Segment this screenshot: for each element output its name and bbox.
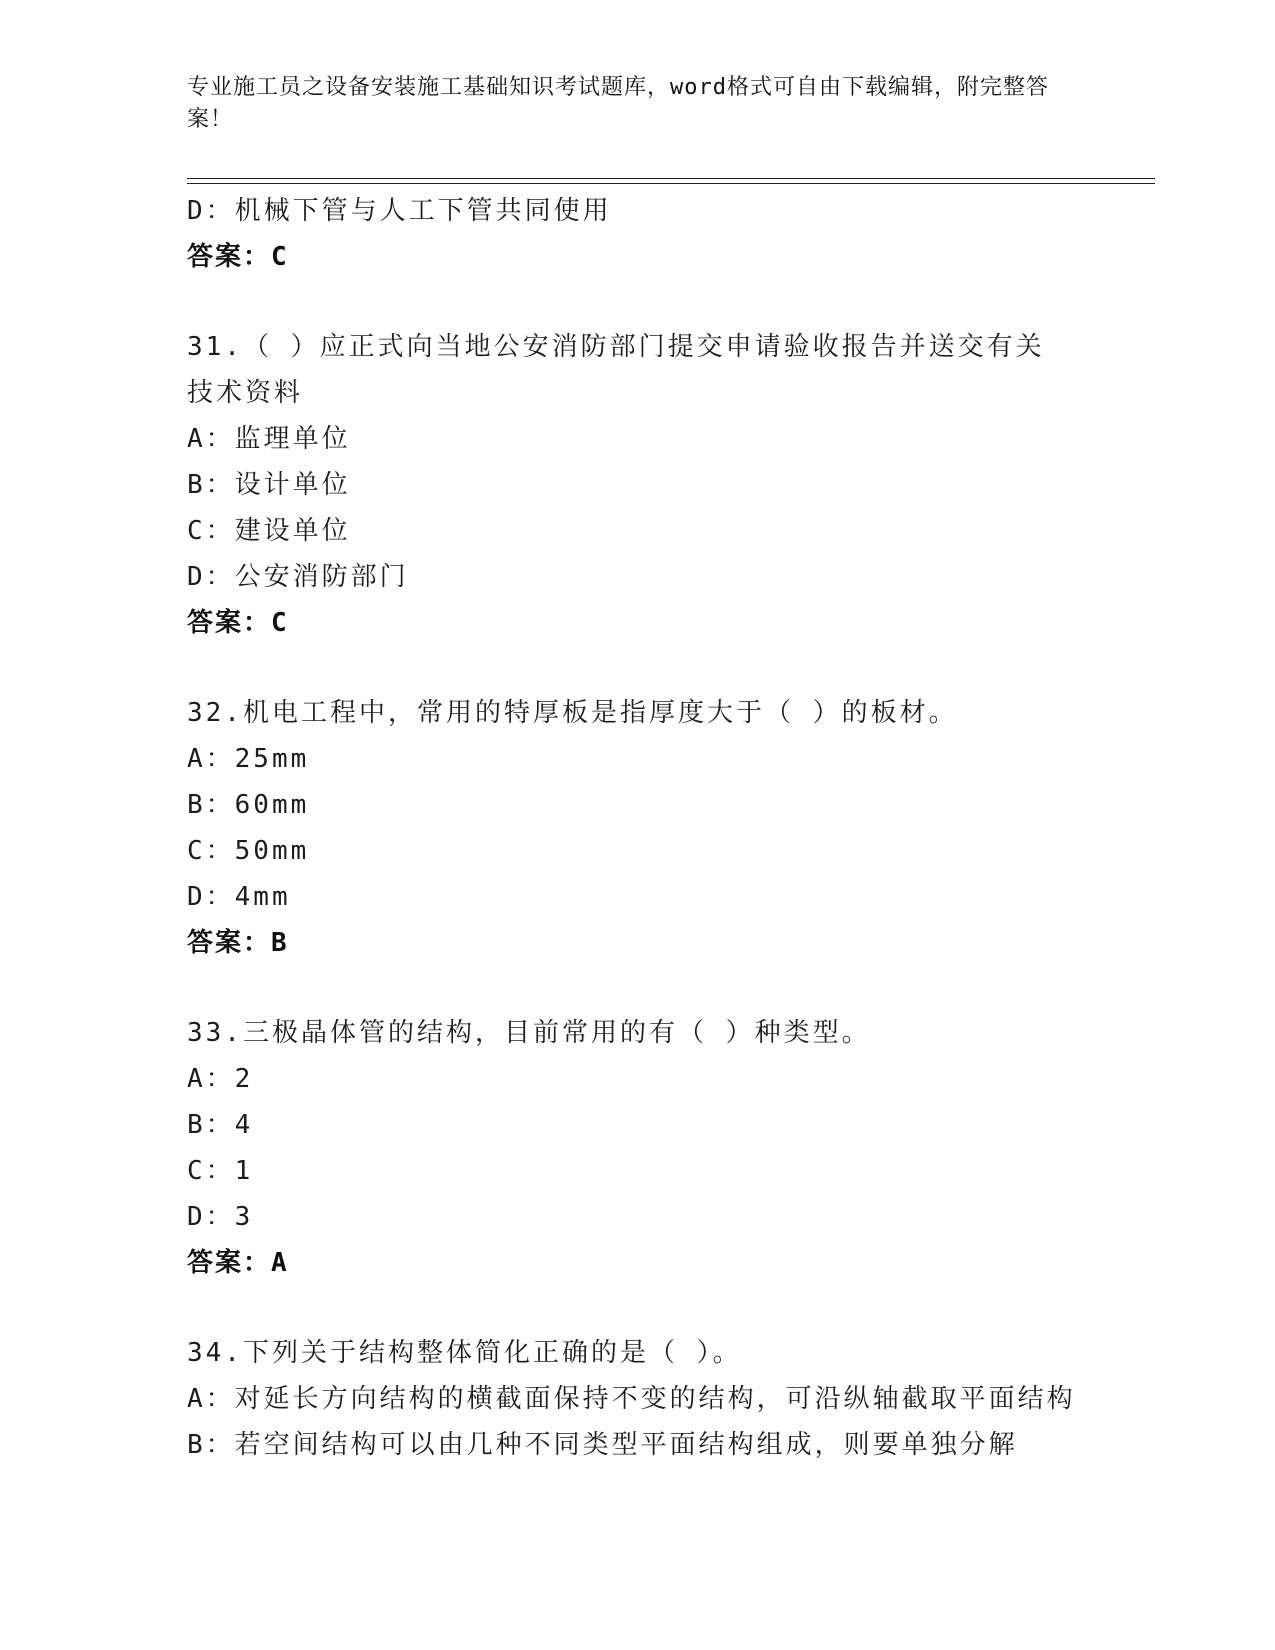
option-b: B：若空间结构可以由几种不同类型平面结构组成，则要单独分解: [187, 1430, 1018, 1460]
option-b: B：60mm: [187, 790, 310, 820]
option-a: A：监理单位: [187, 424, 351, 454]
option-c: C：50mm: [187, 836, 310, 866]
option-d: D：3: [187, 1202, 254, 1232]
option-a: A：25mm: [187, 744, 310, 774]
question-32: [187, 690, 1155, 966]
header-rule-bottom: [187, 183, 1155, 184]
question-30-answer: 答案：C: [187, 242, 289, 272]
question-30-option-d: D：机械下管与人工下管共同使用: [187, 196, 612, 226]
option-a: A：2: [187, 1064, 254, 1094]
option-d: D：4mm: [187, 882, 291, 912]
header-rule-top: [187, 178, 1155, 179]
document-header: 专业施工员之设备安装施工基础知识考试题库，word格式可自由下载编辑，附完整答案！: [187, 75, 1049, 132]
option-c: C：建设单位: [187, 516, 351, 546]
question-title: 31.（ ）应正式向当地公安消防部门提交申请验收报告并送交有关技术资料: [187, 332, 1045, 408]
question-title: 33.三极晶体管的结构，目前常用的有（ ）种类型。: [187, 1018, 871, 1048]
question-33: [187, 1010, 1155, 1286]
option-b: B：4: [187, 1110, 254, 1140]
question-title: 34.下列关于结构整体简化正确的是（ ）。: [187, 1338, 742, 1368]
question-content: [187, 188, 1155, 1468]
answer: 答案：B: [187, 928, 289, 958]
option-c: C：1: [187, 1156, 254, 1186]
question-title: 32.机电工程中，常用的特厚板是指厚度大于（ ）的板材。: [187, 698, 958, 728]
answer: 答案：C: [187, 608, 289, 638]
question-31: [187, 324, 1155, 646]
question-34: [187, 1330, 1155, 1468]
option-b: B：设计单位: [187, 470, 351, 500]
option-d: D：公安消防部门: [187, 562, 409, 592]
answer: 答案：A: [187, 1248, 289, 1278]
option-a: A：对延长方向结构的横截面保持不变的结构，可沿纵轴截取平面结构: [187, 1384, 1076, 1414]
